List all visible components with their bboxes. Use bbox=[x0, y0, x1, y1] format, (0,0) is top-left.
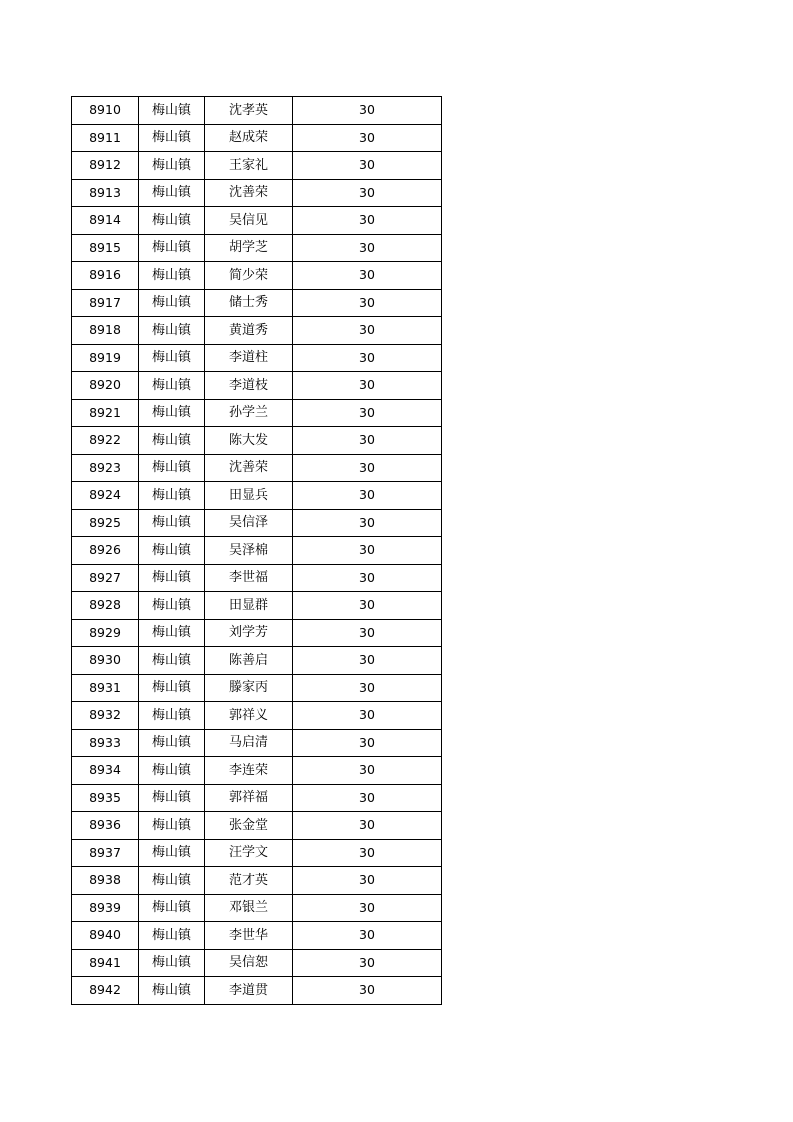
table-row bbox=[72, 784, 442, 812]
row-number-cell: 8927 bbox=[72, 564, 139, 592]
row-number-cell: 8925 bbox=[72, 509, 139, 537]
town-cell: 梅山镇 bbox=[139, 894, 205, 922]
town-cell: 梅山镇 bbox=[139, 702, 205, 730]
amount-cell: 30 bbox=[293, 399, 442, 427]
amount-cell: 30 bbox=[293, 537, 442, 565]
town-cell: 梅山镇 bbox=[139, 482, 205, 510]
table-row bbox=[72, 564, 442, 592]
row-number-cell: 8912 bbox=[72, 152, 139, 180]
amount-cell: 30 bbox=[293, 702, 442, 730]
town-cell: 梅山镇 bbox=[139, 97, 205, 125]
amount-cell: 30 bbox=[293, 784, 442, 812]
row-number-cell: 8933 bbox=[72, 729, 139, 757]
town-cell: 梅山镇 bbox=[139, 317, 205, 345]
town-cell: 梅山镇 bbox=[139, 867, 205, 895]
table-row bbox=[72, 234, 442, 262]
row-number-cell: 8911 bbox=[72, 124, 139, 152]
name-cell: 邓银兰 bbox=[205, 894, 293, 922]
row-number-cell: 8926 bbox=[72, 537, 139, 565]
row-number-cell: 8942 bbox=[72, 977, 139, 1005]
table-row bbox=[72, 262, 442, 290]
name-cell: 黄道秀 bbox=[205, 317, 293, 345]
row-number-cell: 8941 bbox=[72, 949, 139, 977]
amount-cell: 30 bbox=[293, 564, 442, 592]
table-row bbox=[72, 399, 442, 427]
row-number-cell: 8931 bbox=[72, 674, 139, 702]
row-number-cell: 8934 bbox=[72, 757, 139, 785]
table-row bbox=[72, 427, 442, 455]
amount-cell: 30 bbox=[293, 124, 442, 152]
row-number-cell: 8936 bbox=[72, 812, 139, 840]
table-row bbox=[72, 124, 442, 152]
table-row bbox=[72, 289, 442, 317]
table-row bbox=[72, 482, 442, 510]
amount-cell: 30 bbox=[293, 344, 442, 372]
row-number-cell: 8924 bbox=[72, 482, 139, 510]
row-number-cell: 8937 bbox=[72, 839, 139, 867]
name-cell: 陈大发 bbox=[205, 427, 293, 455]
town-cell: 梅山镇 bbox=[139, 344, 205, 372]
row-number-cell: 8938 bbox=[72, 867, 139, 895]
amount-cell: 30 bbox=[293, 289, 442, 317]
name-cell: 范才英 bbox=[205, 867, 293, 895]
name-cell: 汪学文 bbox=[205, 839, 293, 867]
amount-cell: 30 bbox=[293, 482, 442, 510]
name-cell: 吴信泽 bbox=[205, 509, 293, 537]
name-cell: 郭祥义 bbox=[205, 702, 293, 730]
town-cell: 梅山镇 bbox=[139, 812, 205, 840]
town-cell: 梅山镇 bbox=[139, 592, 205, 620]
row-number-cell: 8914 bbox=[72, 207, 139, 235]
name-cell: 陈善启 bbox=[205, 647, 293, 675]
table-row bbox=[72, 372, 442, 400]
table-row bbox=[72, 702, 442, 730]
name-cell: 李道贯 bbox=[205, 977, 293, 1005]
amount-cell: 30 bbox=[293, 757, 442, 785]
town-cell: 梅山镇 bbox=[139, 509, 205, 537]
table-row bbox=[72, 509, 442, 537]
town-cell: 梅山镇 bbox=[139, 124, 205, 152]
table-row bbox=[72, 674, 442, 702]
row-number-cell: 8921 bbox=[72, 399, 139, 427]
amount-cell: 30 bbox=[293, 592, 442, 620]
town-cell: 梅山镇 bbox=[139, 427, 205, 455]
name-cell: 张金堂 bbox=[205, 812, 293, 840]
row-number-cell: 8930 bbox=[72, 647, 139, 675]
amount-cell: 30 bbox=[293, 839, 442, 867]
name-cell: 赵成荣 bbox=[205, 124, 293, 152]
amount-cell: 30 bbox=[293, 674, 442, 702]
name-cell: 李道柱 bbox=[205, 344, 293, 372]
amount-cell: 30 bbox=[293, 179, 442, 207]
row-number-cell: 8917 bbox=[72, 289, 139, 317]
name-cell: 沈孝英 bbox=[205, 97, 293, 125]
town-cell: 梅山镇 bbox=[139, 839, 205, 867]
name-cell: 吴信恕 bbox=[205, 949, 293, 977]
name-cell: 马启清 bbox=[205, 729, 293, 757]
amount-cell: 30 bbox=[293, 262, 442, 290]
amount-cell: 30 bbox=[293, 427, 442, 455]
table-row bbox=[72, 344, 442, 372]
town-cell: 梅山镇 bbox=[139, 234, 205, 262]
table-row bbox=[72, 179, 442, 207]
amount-cell: 30 bbox=[293, 207, 442, 235]
town-cell: 梅山镇 bbox=[139, 729, 205, 757]
table-row bbox=[72, 812, 442, 840]
town-cell: 梅山镇 bbox=[139, 207, 205, 235]
amount-cell: 30 bbox=[293, 509, 442, 537]
amount-cell: 30 bbox=[293, 867, 442, 895]
row-number-cell: 8923 bbox=[72, 454, 139, 482]
table-row bbox=[72, 647, 442, 675]
row-number-cell: 8918 bbox=[72, 317, 139, 345]
town-cell: 梅山镇 bbox=[139, 152, 205, 180]
table-row bbox=[72, 977, 442, 1005]
amount-cell: 30 bbox=[293, 97, 442, 125]
name-cell: 储士秀 bbox=[205, 289, 293, 317]
name-cell: 刘学芳 bbox=[205, 619, 293, 647]
name-cell: 沈善荣 bbox=[205, 454, 293, 482]
amount-cell: 30 bbox=[293, 977, 442, 1005]
row-number-cell: 8940 bbox=[72, 922, 139, 950]
table-row bbox=[72, 619, 442, 647]
table-row bbox=[72, 207, 442, 235]
amount-cell: 30 bbox=[293, 647, 442, 675]
amount-cell: 30 bbox=[293, 317, 442, 345]
town-cell: 梅山镇 bbox=[139, 619, 205, 647]
amount-cell: 30 bbox=[293, 234, 442, 262]
name-cell: 田显兵 bbox=[205, 482, 293, 510]
row-number-cell: 8928 bbox=[72, 592, 139, 620]
row-number-cell: 8916 bbox=[72, 262, 139, 290]
table-row bbox=[72, 729, 442, 757]
table-row bbox=[72, 152, 442, 180]
town-cell: 梅山镇 bbox=[139, 372, 205, 400]
town-cell: 梅山镇 bbox=[139, 922, 205, 950]
name-cell: 滕家丙 bbox=[205, 674, 293, 702]
amount-cell: 30 bbox=[293, 152, 442, 180]
town-cell: 梅山镇 bbox=[139, 647, 205, 675]
row-number-cell: 8913 bbox=[72, 179, 139, 207]
table-row bbox=[72, 949, 442, 977]
table-body bbox=[72, 97, 442, 1005]
table-row bbox=[72, 839, 442, 867]
name-cell: 王家礼 bbox=[205, 152, 293, 180]
table-row bbox=[72, 97, 442, 125]
table-row bbox=[72, 922, 442, 950]
table-row bbox=[72, 867, 442, 895]
town-cell: 梅山镇 bbox=[139, 757, 205, 785]
town-cell: 梅山镇 bbox=[139, 262, 205, 290]
town-cell: 梅山镇 bbox=[139, 454, 205, 482]
table-row bbox=[72, 537, 442, 565]
data-table bbox=[71, 96, 442, 1005]
name-cell: 郭祥福 bbox=[205, 784, 293, 812]
row-number-cell: 8910 bbox=[72, 97, 139, 125]
table-row bbox=[72, 317, 442, 345]
row-number-cell: 8932 bbox=[72, 702, 139, 730]
table-row bbox=[72, 454, 442, 482]
name-cell: 李道枝 bbox=[205, 372, 293, 400]
amount-cell: 30 bbox=[293, 454, 442, 482]
table-row bbox=[72, 757, 442, 785]
town-cell: 梅山镇 bbox=[139, 949, 205, 977]
town-cell: 梅山镇 bbox=[139, 977, 205, 1005]
amount-cell: 30 bbox=[293, 922, 442, 950]
town-cell: 梅山镇 bbox=[139, 674, 205, 702]
town-cell: 梅山镇 bbox=[139, 399, 205, 427]
row-number-cell: 8915 bbox=[72, 234, 139, 262]
amount-cell: 30 bbox=[293, 812, 442, 840]
name-cell: 孙学兰 bbox=[205, 399, 293, 427]
name-cell: 李世华 bbox=[205, 922, 293, 950]
name-cell: 胡学芝 bbox=[205, 234, 293, 262]
amount-cell: 30 bbox=[293, 949, 442, 977]
town-cell: 梅山镇 bbox=[139, 179, 205, 207]
amount-cell: 30 bbox=[293, 372, 442, 400]
name-cell: 李连荣 bbox=[205, 757, 293, 785]
row-number-cell: 8922 bbox=[72, 427, 139, 455]
town-cell: 梅山镇 bbox=[139, 289, 205, 317]
name-cell: 李世福 bbox=[205, 564, 293, 592]
row-number-cell: 8939 bbox=[72, 894, 139, 922]
name-cell: 田显群 bbox=[205, 592, 293, 620]
row-number-cell: 8920 bbox=[72, 372, 139, 400]
table-row bbox=[72, 894, 442, 922]
amount-cell: 30 bbox=[293, 894, 442, 922]
name-cell: 简少荣 bbox=[205, 262, 293, 290]
town-cell: 梅山镇 bbox=[139, 564, 205, 592]
row-number-cell: 8935 bbox=[72, 784, 139, 812]
row-number-cell: 8929 bbox=[72, 619, 139, 647]
name-cell: 吴泽棉 bbox=[205, 537, 293, 565]
table-row bbox=[72, 592, 442, 620]
amount-cell: 30 bbox=[293, 729, 442, 757]
town-cell: 梅山镇 bbox=[139, 537, 205, 565]
name-cell: 沈善荣 bbox=[205, 179, 293, 207]
name-cell: 吴信见 bbox=[205, 207, 293, 235]
amount-cell: 30 bbox=[293, 619, 442, 647]
town-cell: 梅山镇 bbox=[139, 784, 205, 812]
row-number-cell: 8919 bbox=[72, 344, 139, 372]
